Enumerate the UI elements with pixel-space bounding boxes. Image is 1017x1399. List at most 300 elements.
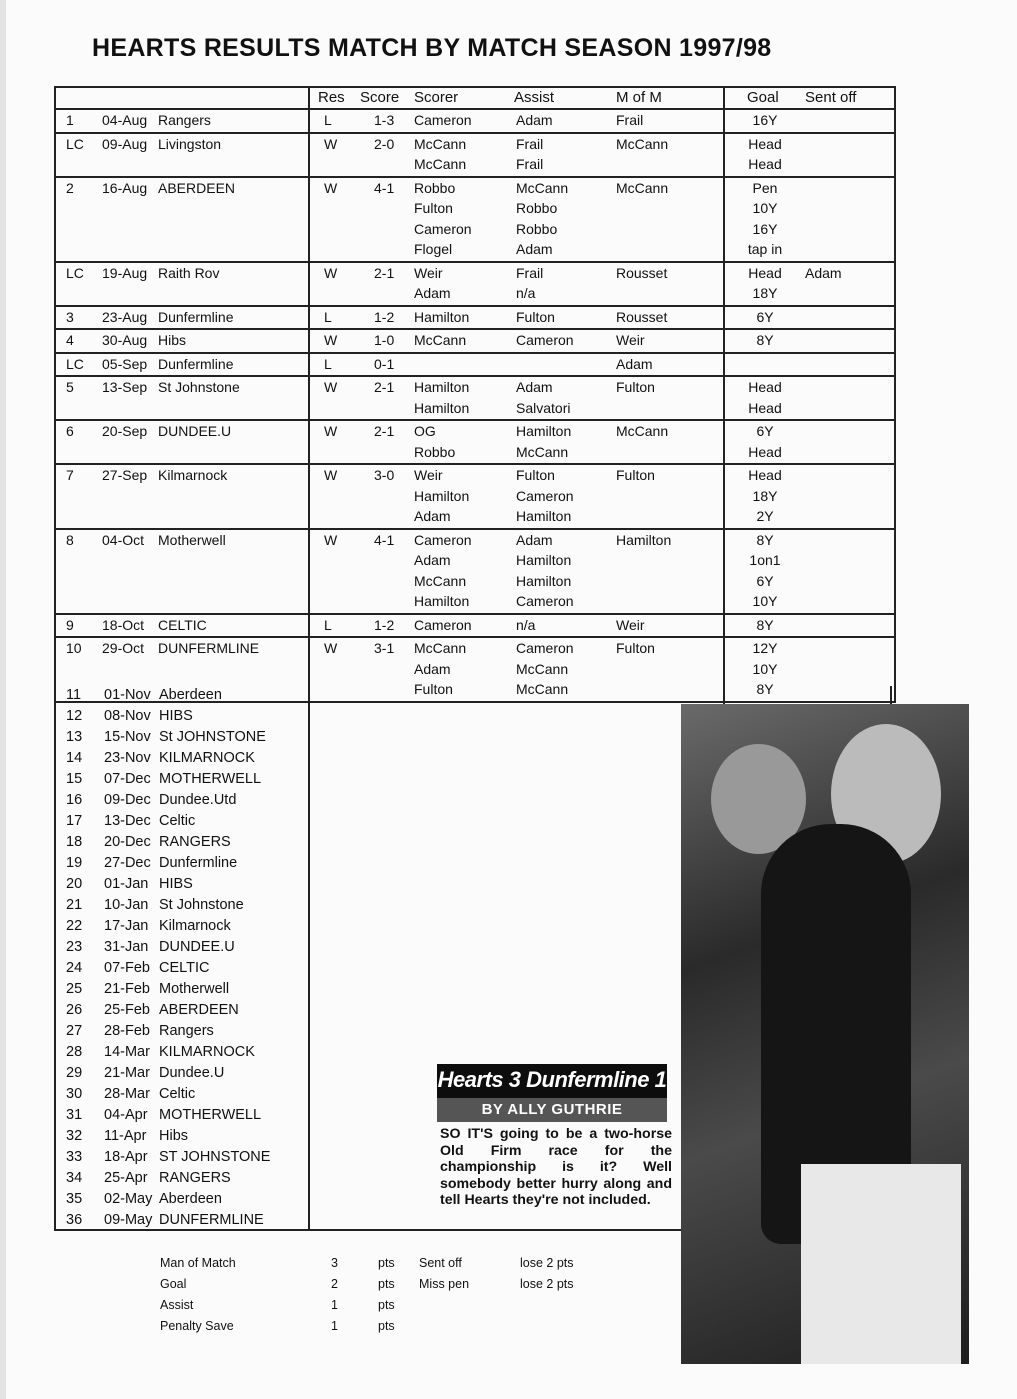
fixture-number: 21: [66, 897, 83, 913]
goal-assist: Frail: [516, 135, 544, 152]
penalty-value: lose 2 pts: [520, 1256, 574, 1270]
clipping-byline: BY ALLY GUTHRIE: [437, 1098, 667, 1122]
fixture-number: 29: [66, 1065, 83, 1081]
match-row: [56, 465, 894, 530]
match-result: W: [324, 179, 338, 196]
match-man-of-match: Rousset: [616, 308, 668, 325]
match-row: [56, 421, 894, 465]
fixture-row: [54, 1148, 308, 1169]
goal-scorer: Fulton: [414, 200, 453, 216]
match-opponent: DUNFERMLINE: [158, 640, 260, 656]
match-score: 2-1: [374, 379, 395, 395]
goal-type: Head: [748, 467, 782, 483]
points-unit: pts: [378, 1298, 395, 1312]
fixture-opponent: HIBS: [159, 708, 193, 724]
fixture-row: [54, 686, 308, 707]
fixture-date: 21-Feb: [104, 981, 150, 997]
goal-assist: McCann: [516, 443, 569, 460]
fixture-opponent: Motherwell: [159, 981, 230, 997]
fixture-date: 21-Mar: [104, 1065, 150, 1081]
col-score-header: Score: [360, 89, 400, 106]
fixture-row: [54, 938, 308, 959]
match-man-of-match: McCann: [616, 135, 669, 152]
match-score: 2-1: [374, 264, 395, 281]
fixture-number: 35: [66, 1191, 83, 1207]
fixture-opponent: Kilmarnock: [159, 918, 231, 934]
goal-assist: Hamilton: [516, 552, 572, 568]
match-score: 3-1: [374, 640, 395, 656]
match-row: [56, 530, 894, 615]
fixture-opponent: Dundee.U: [159, 1065, 225, 1081]
goal-assist: Adam: [516, 241, 553, 257]
fixture-opponent: Dunfermline: [159, 855, 238, 871]
results-table: [54, 86, 896, 703]
goal-scorer: Adam: [414, 660, 451, 677]
points-unit: pts: [378, 1319, 395, 1333]
fixture-number: 17: [66, 813, 83, 829]
match-man-of-match: Fulton: [616, 379, 655, 395]
fixture-opponent: HIBS: [159, 876, 193, 892]
remaining-fixtures-list: [54, 686, 308, 1232]
fixture-row: [54, 791, 308, 812]
fixture-opponent: St Johnstone: [159, 897, 244, 913]
goal-assist: Cameron: [516, 332, 574, 348]
fixture-date: 28-Feb: [104, 1023, 150, 1039]
match-row: [56, 134, 894, 178]
fixture-row: [54, 812, 308, 833]
match-score: 2-1: [374, 423, 395, 439]
goal-column-extension-left: [723, 686, 725, 704]
match-sent-off: Adam: [805, 264, 842, 281]
fixture-row: [54, 833, 308, 854]
fixture-opponent: Aberdeen: [159, 1191, 222, 1207]
col-sent-off-header: Sent off: [805, 89, 857, 106]
fixture-number: 12: [66, 708, 83, 724]
goal-type: 8Y: [756, 531, 774, 548]
match-number: 10: [66, 640, 82, 656]
fixture-date: 01-Nov: [104, 687, 151, 703]
fixture-opponent: St JOHNSTONE: [159, 729, 266, 745]
fixture-row: [54, 707, 308, 728]
fixture-date: 25-Feb: [104, 1002, 150, 1018]
match-row: [56, 263, 894, 307]
points-category: Man of Match: [160, 1256, 236, 1270]
goal-assist: McCann: [516, 681, 569, 697]
fixture-row: [54, 980, 308, 1001]
fixture-number: 30: [66, 1086, 83, 1102]
match-number: 4: [66, 332, 74, 348]
goal-type: Head: [748, 135, 782, 152]
fixture-date: 01-Jan: [104, 876, 149, 892]
fixture-row: [54, 1085, 308, 1106]
match-number: LC: [66, 135, 84, 152]
fixture-date: 09-Dec: [104, 792, 151, 808]
match-score: 3-0: [374, 467, 395, 483]
points-value: 3: [331, 1256, 338, 1270]
goal-assist: Hamilton: [516, 572, 572, 589]
goal-assist: Fulton: [516, 308, 555, 325]
goal-type: Head: [748, 379, 782, 395]
goal-assist: Frail: [516, 156, 544, 172]
fixture-opponent: CELTIC: [159, 960, 210, 976]
fixture-number: 36: [66, 1212, 83, 1228]
goal-scorer: Flogel: [414, 241, 453, 257]
goal-scorer: Adam: [414, 508, 451, 524]
goal-assist: Fulton: [516, 467, 555, 483]
match-result: L: [324, 616, 332, 633]
fixture-date: 10-Jan: [104, 897, 149, 913]
fixture-date: 28-Mar: [104, 1086, 150, 1102]
goal-scorer: OG: [414, 423, 436, 439]
fixtures-border-right: [308, 686, 310, 1230]
goal-scorer: McCann: [414, 332, 467, 348]
fixture-date: 13-Dec: [104, 813, 151, 829]
fixture-opponent: KILMARNOCK: [159, 750, 255, 766]
goal-scorer: Hamilton: [414, 379, 470, 395]
match-result: L: [324, 355, 332, 372]
match-date: 27-Sep: [102, 467, 148, 483]
match-date: 30-Aug: [102, 332, 148, 348]
fixture-opponent: DUNDEE.U: [159, 939, 235, 955]
fixture-opponent: DUNFERMLINE: [159, 1212, 264, 1228]
match-score: 0-1: [374, 355, 395, 372]
match-result: W: [324, 531, 338, 548]
fixture-number: 19: [66, 855, 83, 871]
fixture-number: 25: [66, 981, 83, 997]
fixture-number: 18: [66, 834, 83, 850]
match-number: 9: [66, 616, 74, 633]
fixture-number: 20: [66, 876, 83, 892]
fixture-date: 17-Jan: [104, 918, 149, 934]
goal-scorer: Adam: [414, 285, 451, 301]
points-value: 2: [331, 1277, 338, 1291]
match-row: [56, 615, 894, 639]
goal-assist: Cameron: [516, 593, 574, 609]
goal-type: 10Y: [752, 593, 778, 609]
match-score: 4-1: [374, 179, 395, 196]
goal-scorer: Hamilton: [414, 487, 470, 504]
fixture-number: 14: [66, 750, 83, 766]
match-date: 05-Sep: [102, 355, 148, 372]
penalty-value: lose 2 pts: [520, 1277, 574, 1291]
goal-type: 18Y: [752, 285, 778, 301]
fixture-date: 25-Apr: [104, 1170, 148, 1186]
fixture-opponent: Dundee.Utd: [159, 792, 237, 808]
goal-type: 16Y: [752, 220, 778, 237]
match-man-of-match: Fulton: [616, 467, 655, 483]
fixture-opponent: ABERDEEN: [159, 1002, 239, 1018]
fixture-date: 20-Dec: [104, 834, 151, 850]
goal-type: 1on1: [749, 552, 781, 568]
goal-scorer: Hamilton: [414, 593, 470, 609]
goal-scorer: McCann: [414, 156, 467, 172]
match-number: 7: [66, 467, 74, 483]
match-date: 23-Aug: [102, 308, 148, 325]
goal-column-extension-right: [890, 686, 892, 704]
fixture-opponent: RANGERS: [159, 834, 231, 850]
match-man-of-match: Weir: [616, 332, 645, 348]
fixture-date: 31-Jan: [104, 939, 149, 955]
fixture-opponent: KILMARNOCK: [159, 1044, 255, 1060]
match-number: 6: [66, 423, 74, 439]
fixture-date: 08-Nov: [104, 708, 151, 724]
fixture-opponent: Celtic: [159, 1086, 196, 1102]
goal-scorer: Cameron: [414, 112, 472, 128]
fixture-row: [54, 896, 308, 917]
goal-scorer: Hamilton: [414, 308, 470, 325]
match-opponent: St Johnstone: [158, 379, 240, 395]
fixture-opponent: Hibs: [159, 1128, 189, 1144]
match-result: L: [324, 112, 332, 128]
col-res-header: Res: [318, 89, 345, 106]
goal-assist: Hamilton: [516, 508, 572, 524]
fixture-row: [54, 728, 308, 749]
points-category: Penalty Save: [160, 1319, 234, 1333]
fixture-opponent: Aberdeen: [159, 687, 222, 703]
match-date: 04-Aug: [102, 112, 148, 128]
goal-assist: Robbo: [516, 200, 558, 216]
match-score: 4-1: [374, 531, 395, 548]
col-assist-header: Assist: [514, 89, 555, 106]
goal-type: 10Y: [752, 660, 778, 677]
goal-scorer: Robbo: [414, 179, 456, 196]
goal-assist: Adam: [516, 531, 553, 548]
fixture-opponent: ST JOHNSTONE: [159, 1149, 271, 1165]
fixture-number: 23: [66, 939, 83, 955]
fixture-row: [54, 959, 308, 980]
goal-scorer: Adam: [414, 552, 451, 568]
match-result: W: [324, 379, 338, 395]
goal-type: Pen: [752, 179, 778, 196]
goal-scorer: McCann: [414, 135, 467, 152]
goal-assist: Cameron: [516, 487, 574, 504]
points-unit: pts: [378, 1256, 395, 1270]
goal-scorer: Weir: [414, 467, 443, 483]
goal-scorer: Robbo: [414, 443, 456, 460]
fixture-row: [54, 1190, 308, 1211]
match-opponent: DUNDEE.U: [158, 423, 232, 439]
match-score: 1-2: [374, 308, 395, 325]
fixture-date: 27-Dec: [104, 855, 151, 871]
fixture-row: [54, 749, 308, 770]
match-opponent: CELTIC: [158, 616, 207, 633]
col-mom-header: M of M: [616, 89, 662, 106]
match-date: 09-Aug: [102, 135, 148, 152]
match-opponent: Dunfermline: [158, 308, 234, 325]
match-date: 16-Aug: [102, 179, 148, 196]
goal-assist: Frail: [516, 264, 544, 281]
match-opponent: Hibs: [158, 332, 187, 348]
goal-assist: Hamilton: [516, 423, 572, 439]
goal-scorer: McCann: [414, 572, 467, 589]
fixture-row: [54, 1064, 308, 1085]
match-man-of-match: Frail: [616, 112, 644, 128]
fixture-opponent: Celtic: [159, 813, 196, 829]
fixture-row: [54, 1169, 308, 1190]
fixture-number: 33: [66, 1149, 83, 1165]
goal-scorer: McCann: [414, 640, 467, 656]
match-opponent: Raith Rov: [158, 264, 220, 281]
match-score: 1-3: [374, 112, 395, 128]
goal-scorer: Fulton: [414, 681, 453, 697]
fixture-row: [54, 770, 308, 791]
goal-type: Head: [748, 156, 782, 172]
match-result: W: [324, 135, 338, 152]
match-opponent: ABERDEEN: [158, 179, 236, 196]
match-row: [56, 377, 894, 421]
fixture-date: 15-Nov: [104, 729, 151, 745]
match-number: 8: [66, 531, 74, 548]
clipping-headline: Hearts 3 Dunfermline 1: [437, 1064, 667, 1098]
goal-scorer: Cameron: [414, 531, 472, 548]
match-row: [56, 110, 894, 134]
goal-assist: McCann: [516, 179, 569, 196]
fixture-number: 24: [66, 960, 83, 976]
goal-assist: Robbo: [516, 220, 558, 237]
fixture-opponent: Rangers: [159, 1023, 214, 1039]
match-opponent: Kilmarnock: [158, 467, 228, 483]
fixture-row: [54, 1106, 308, 1127]
goal-type: tap in: [747, 241, 783, 257]
penalty-category: Sent off: [419, 1256, 462, 1270]
page-edge: [0, 0, 6, 1399]
goal-type: 8Y: [756, 616, 774, 633]
fixture-row: [54, 1127, 308, 1148]
match-date: 18-Oct: [102, 616, 145, 633]
fixture-number: 32: [66, 1128, 83, 1144]
fixture-row: [54, 917, 308, 938]
goal-scorer: Cameron: [414, 616, 472, 633]
goal-assist: Salvatori: [516, 399, 571, 416]
goal-type: 12Y: [752, 640, 778, 656]
results-header-row: [56, 88, 894, 110]
match-opponent: Motherwell: [158, 531, 226, 548]
match-date: 04-Oct: [102, 531, 145, 548]
match-date: 13-Sep: [102, 379, 148, 395]
goal-assist: McCann: [516, 660, 569, 677]
goal-assist: Cameron: [516, 640, 574, 656]
fixture-opponent: RANGERS: [159, 1170, 231, 1186]
goal-type: 16Y: [752, 112, 778, 128]
goal-type: 18Y: [752, 487, 778, 504]
match-man-of-match: Hamilton: [616, 531, 672, 548]
match-opponent: Rangers: [158, 112, 211, 128]
match-row: [56, 330, 894, 354]
match-number: 3: [66, 308, 74, 325]
points-value: 1: [331, 1319, 338, 1333]
points-category: Assist: [160, 1298, 194, 1312]
fixture-row: [54, 1001, 308, 1022]
goal-scorer: Hamilton: [414, 399, 470, 416]
match-score: 1-0: [374, 332, 395, 348]
match-row: [56, 178, 894, 263]
goal-type: Head: [748, 399, 782, 416]
fixture-row: [54, 875, 308, 896]
fixture-number: 26: [66, 1002, 83, 1018]
fixture-date: 02-May: [104, 1191, 153, 1207]
goal-assist: Adam: [516, 379, 553, 395]
col-goal-header: Goal: [747, 89, 779, 106]
fixture-number: 27: [66, 1023, 83, 1039]
goal-type: 6Y: [756, 572, 774, 589]
goal-type: 8Y: [756, 681, 774, 697]
goal-scorer: Weir: [414, 264, 443, 281]
fixture-row: [54, 1043, 308, 1064]
fixture-number: 31: [66, 1107, 83, 1123]
match-man-of-match: Rousset: [616, 264, 668, 281]
page-title: HEARTS RESULTS MATCH BY MATCH SEASON 1997/98: [92, 34, 772, 62]
match-date: 20-Sep: [102, 423, 148, 439]
fixture-number: 13: [66, 729, 83, 745]
fixture-row: [54, 1211, 308, 1232]
fixture-opponent: MOTHERWELL: [159, 771, 262, 787]
fixture-date: 04-Apr: [104, 1107, 148, 1123]
match-result: L: [324, 308, 332, 325]
match-result: W: [324, 332, 338, 348]
clipping-text: SO IT'S going to be a two-horse Old Firm race for the championship is it? Well somebody better hurry along and tell Hearts they're not included.: [440, 1126, 672, 1208]
match-row: [56, 354, 894, 378]
fixture-number: 34: [66, 1170, 83, 1186]
goal-type: 2Y: [756, 508, 774, 524]
penalty-category: Miss pen: [419, 1277, 470, 1291]
fixture-date: 23-Nov: [104, 750, 151, 766]
points-category: Goal: [160, 1277, 187, 1291]
goal-type: Head: [748, 443, 782, 460]
goal-assist: Adam: [516, 112, 553, 128]
goal-type: Head: [748, 264, 782, 281]
col-scorer-header: Scorer: [414, 89, 459, 106]
fixture-number: 28: [66, 1044, 83, 1060]
match-number: LC: [66, 355, 84, 372]
match-score: 1-2: [374, 616, 395, 633]
match-opponent: Livingston: [158, 135, 222, 152]
fixture-date: 14-Mar: [104, 1044, 150, 1060]
match-man-of-match: Adam: [616, 355, 653, 372]
match-man-of-match: Weir: [616, 616, 645, 633]
fixture-number: 11: [66, 687, 82, 703]
goal-type: 10Y: [752, 200, 778, 216]
fixture-date: 11-Apr: [104, 1128, 147, 1144]
match-result: W: [324, 264, 338, 281]
points-value: 1: [331, 1298, 338, 1312]
match-number: 1: [66, 112, 74, 128]
fixture-number: 22: [66, 918, 83, 934]
goal-assist: n/a: [516, 616, 536, 633]
fixture-date: 07-Feb: [104, 960, 150, 976]
match-number: 5: [66, 379, 74, 395]
goal-type: 8Y: [756, 332, 774, 348]
fixture-opponent: MOTHERWELL: [159, 1107, 262, 1123]
goal-scorer: Cameron: [414, 220, 472, 237]
match-man-of-match: McCann: [616, 423, 669, 439]
match-opponent: Dunfermline: [158, 355, 234, 372]
fixture-row: [54, 854, 308, 875]
goal-type: 6Y: [756, 423, 774, 439]
match-result: W: [324, 423, 338, 439]
points-unit: pts: [378, 1277, 395, 1291]
match-man-of-match: Fulton: [616, 640, 655, 656]
match-number: 2: [66, 179, 74, 196]
fixture-row: [54, 1022, 308, 1043]
match-date: 29-Oct: [102, 640, 145, 656]
goal-assist: n/a: [516, 285, 536, 301]
fixture-date: 18-Apr: [104, 1149, 148, 1165]
fixture-number: 15: [66, 771, 83, 787]
match-result: W: [324, 467, 338, 483]
fixture-date: 09-May: [104, 1212, 153, 1228]
celebration-photo: [681, 704, 969, 1364]
match-row: [56, 307, 894, 331]
